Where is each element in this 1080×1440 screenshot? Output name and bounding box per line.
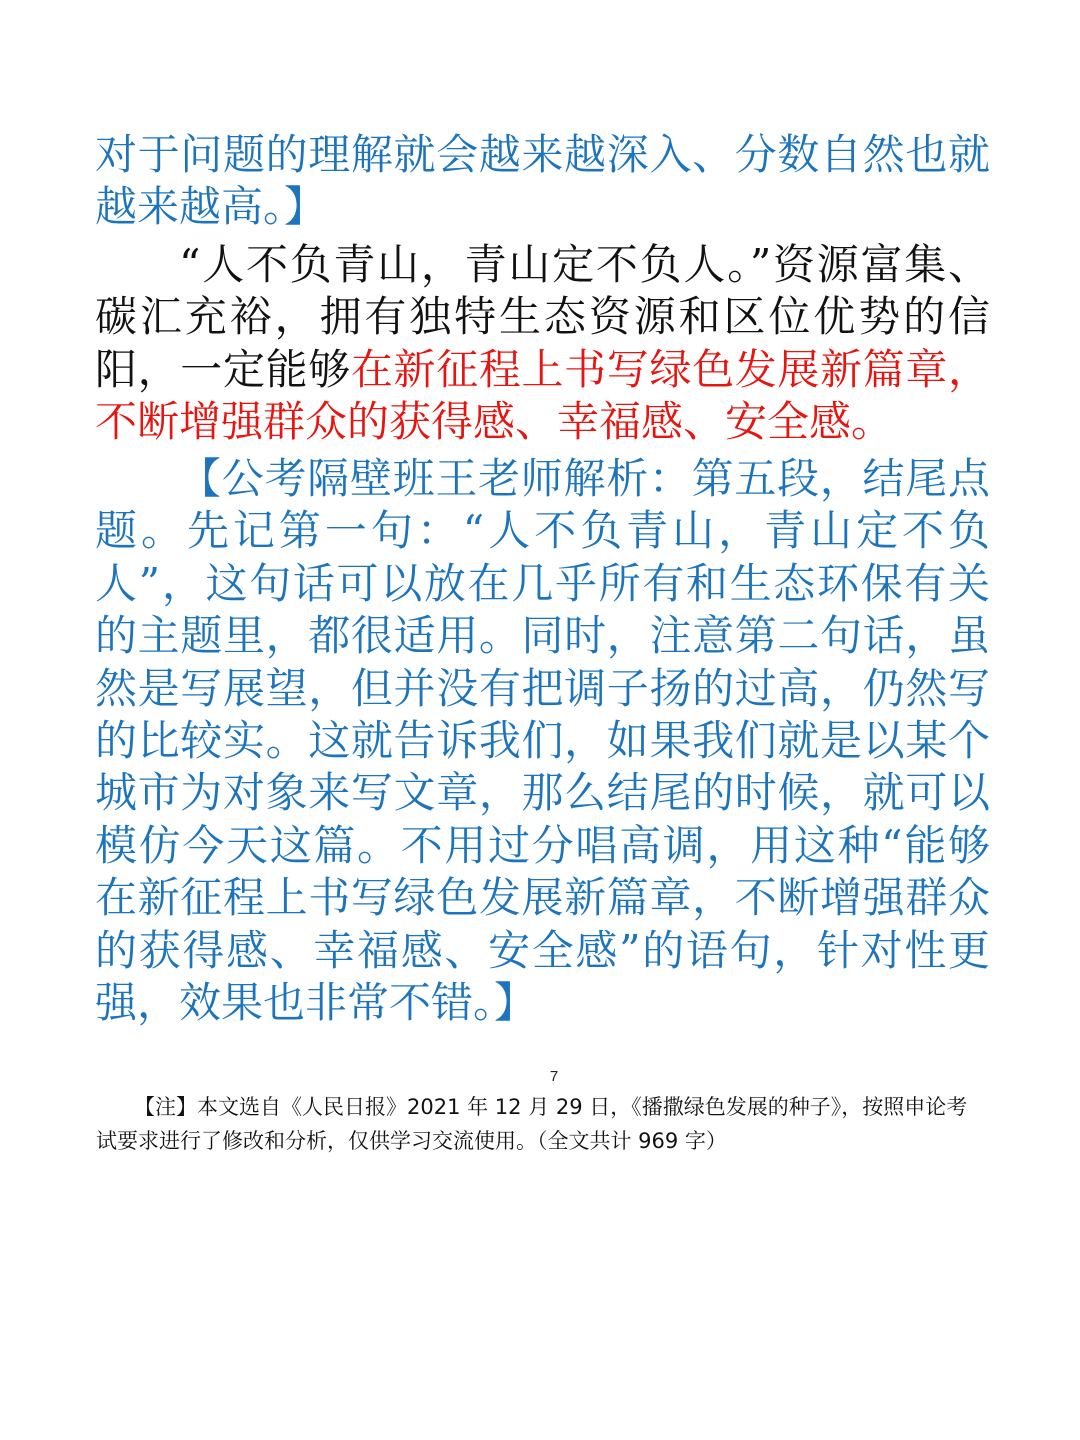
analysis-paragraph-end: 对于问题的理解就会越来越深入、分数自然也就越来越高。】 [95, 130, 990, 232]
teacher-analysis-paragraph: 【公考隔壁班王老师解析：第五段，结尾点题。先记第一句：“人不负青山，青山定不负人”，这句话可以放在几乎所有和生态环保有关的主题里，都很适用。同时，注意第二句话，虽然是写展望，但并没有把调子扬的过高，仍然写的比较实。这就告诉我们，如果我们就是以某个城市为对象来写文章，那么结尾的时候，就可以模仿今天这篇。不用过分唱高调，用这种“能够在新征程上书写绿色发展新篇章，不断增强群众的获得感、幸福感、安全感”的语句，针对性更强，效果也非常不错。】 [95, 454, 990, 1028]
page-number: 7 [549, 1068, 559, 1085]
body-text: “人不负青山，青山定不负人。”资源富集、碳汇充裕，拥有独特生态资源和区位优势的信阳，一定能够 [95, 240, 990, 394]
source-footnote: 【注】本文选自《人民日报》2021 年 12 月 29 日，《播撒绿色发展的种子》，按照申论考试要求进行了修改和分析，仅供学习交流使用。（全文共计 969 字） [96, 1095, 968, 1153]
highlighted-sentence: 在新征程上书写绿色发展新篇章，不断增强群众的获得感、幸福感、安全感。 [95, 344, 990, 447]
body-paragraph-closing [95, 239, 990, 449]
